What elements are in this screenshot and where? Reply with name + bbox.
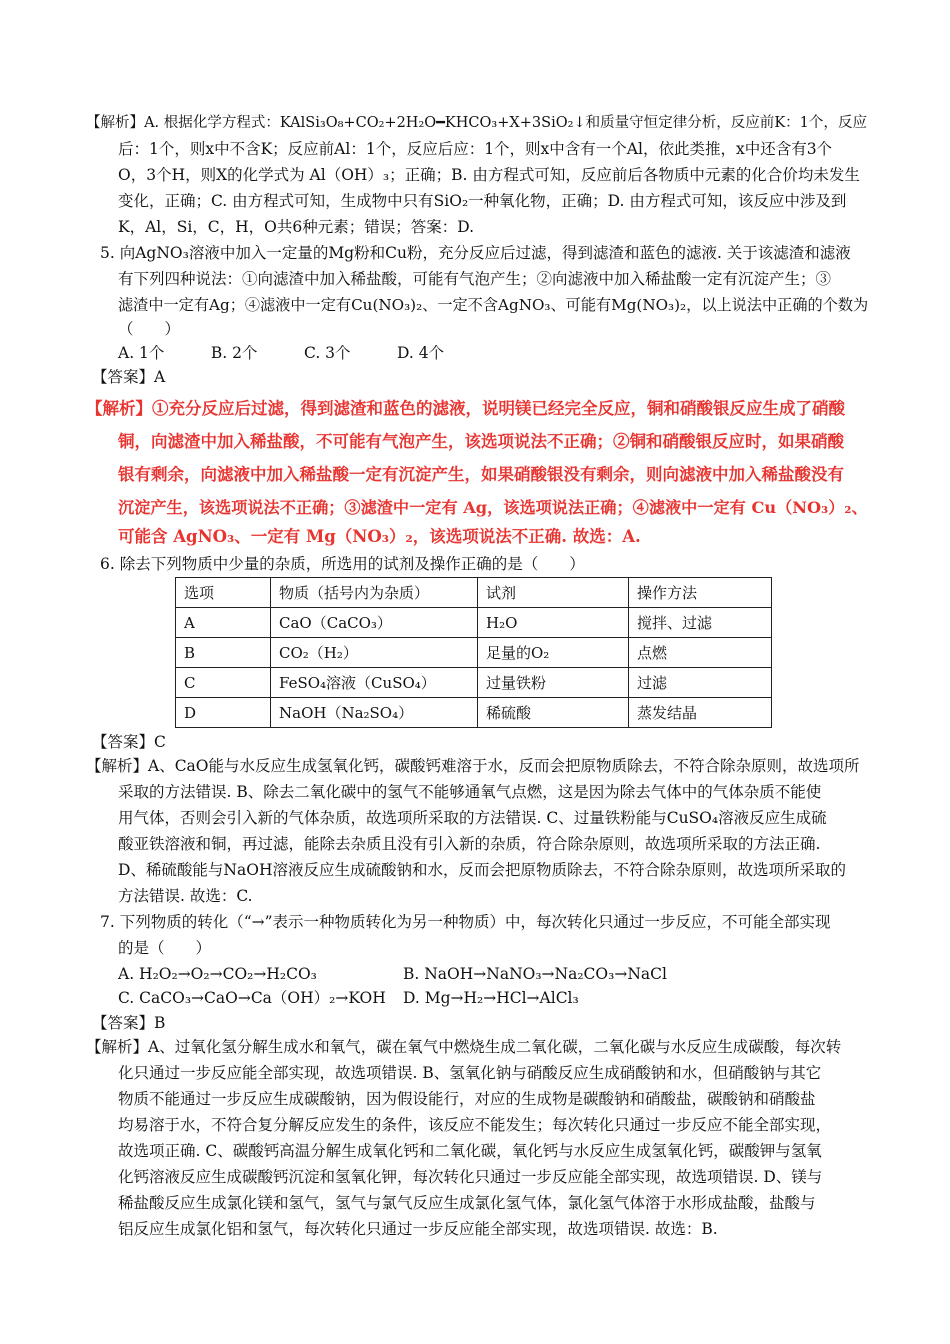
table-header-cell: 选项 <box>176 578 271 608</box>
q6-stem: 6. 除去下列物质中少量的杂质，所选用的试剂及操作正确的是（ ） <box>100 555 585 573</box>
table-cell: NaOH（Na₂SO₄） <box>271 698 478 728</box>
table-cell: 稀硫酸 <box>478 698 629 728</box>
q7-analysis-line-8: 铝反应生成氯化铝和氢气，每次转化只通过一步反应能全部实现，故选项错误. 故选：B. <box>118 1220 718 1238</box>
table-cell: 蒸发结晶 <box>629 698 772 728</box>
q5-stem-line-4: （ ） <box>118 320 181 338</box>
q7-analysis-line-5: 故选项正确. C、碳酸钙高温分解生成氧化钙和二氧化碳，氧化钙与水反应生成氢氧化钙，碳酸钾与氢氧 <box>118 1142 822 1160</box>
q5-analysis-line-4: 沉淀产生，该选项说法不正确；③滤渣中一定有 Ag，该选项说法正确；④滤液中一定有 Cu（NO₃）₂、 <box>118 498 868 517</box>
table-row <box>176 698 772 728</box>
table-cell: 点燃 <box>629 638 772 668</box>
q7-option-a: A. H₂O₂→O₂→CO₂→H₂CO₃ <box>118 965 317 983</box>
q5-answer: 【答案】A <box>92 368 166 386</box>
q6-analysis-line-1: 【解析】A、CaO能与水反应生成氢氧化钙，碳酸钙难溶于水，反而会把原物质除去，不符合除杂原则，故选项所 <box>86 757 860 775</box>
prev-analysis-line-5: K，Al，Si，C，H，O共6种元素；错误；答案：D. <box>118 218 475 236</box>
q7-stem-line-2: 的是（ ） <box>118 939 212 957</box>
table-row <box>176 638 772 668</box>
q5-analysis-line-3: 银有剩余，向滤液中加入稀盐酸一定有沉淀产生，如果硝酸银没有剩余，则向滤液中加入稀盐酸没有 <box>118 465 844 484</box>
table-header-cell: 操作方法 <box>629 578 772 608</box>
table-cell: D <box>176 698 271 728</box>
q6-options-table <box>175 577 772 728</box>
q5-stem-line-3: 滤渣中一定有Ag；④滤液中一定有Cu(NO₃)₂、一定不含AgNO₃、可能有Mg(NO₃)₂，以上说法中正确的个数为 <box>118 296 869 314</box>
q7-option-c: C. CaCO₃→CaO→Ca（OH）₂→KOH <box>118 989 386 1007</box>
q7-analysis-line-1: 【解析】A、过氧化氢分解生成水和氧气，碳在氧气中燃烧生成二氧化碳，二氧化碳与水反应生成碳酸，每次转 <box>86 1038 842 1056</box>
q7-analysis-line-4: 均易溶于水，不符合复分解反应发生的条件，该反应不能发生；每次转化只通过一步反应不能全部实现， <box>118 1116 832 1134</box>
q6-analysis-line-6: 方法错误. 故选：C. <box>118 887 253 905</box>
q7-option-d: D. Mg→H₂→HCl→AlCl₃ <box>403 989 579 1007</box>
prev-analysis-line-3: O，3个H，则X的化学式为 Al（OH）₃；正确；B. 由方程式可知，反应前后各物质中元素的化合价均未发生 <box>118 166 860 184</box>
q7-analysis-line-2: 化只通过一步反应能全部实现，故选项错误. B、氢氧化钠与硝酸反应生成硝酸钠和水，但硝酸钠与其它 <box>118 1064 822 1082</box>
table-row <box>176 608 772 638</box>
q5-stem-line-1: 5. 向AgNO₃溶液中加入一定量的Mg粉和Cu粉，充分反应后过滤，得到滤渣和蓝色的滤液. 关于该滤渣和滤液 <box>100 244 851 262</box>
q5-stem-line-2: 有下列四种说法：①向滤渣中加入稀盐酸，可能有气泡产生；②向滤液中加入稀盐酸一定有沉淀产生；③ <box>118 270 832 288</box>
table-cell: 过滤 <box>629 668 772 698</box>
q7-answer: 【答案】B <box>92 1014 166 1032</box>
q6-analysis-line-5: D、稀硫酸能与NaOH溶液反应生成硫酸钠和水，反而会把原物质除去，不符合除杂原则，故选项所采取的 <box>118 861 846 879</box>
q6-analysis-line-4: 酸亚铁溶液和铜，再过滤，能除去杂质且没有引入新的杂质，符合除杂原则，故选项所采取的方法正确. <box>118 835 821 853</box>
table-cell: CO₂（H₂） <box>271 638 478 668</box>
q5-analysis-line-2: 铜，向滤渣中加入稀盐酸，不可能有气泡产生，该选项说法不正确；②铜和硝酸银反应时，如果硝酸 <box>118 432 844 451</box>
table-cell: CaO（CaCO₃） <box>271 608 478 638</box>
table-cell: 搅拌、过滤 <box>629 608 772 638</box>
table-header-row <box>176 578 772 608</box>
table-row <box>176 668 772 698</box>
prev-analysis-line-2: 后：1个，则x中不含K；反应前Al：1个，反应后应：1个，则x中含有一个Al，依此类推，x中还含有3个 <box>118 140 833 158</box>
prev-analysis-line-1: 【解析】A. 根据化学方程式：KAlSi₃O₈+CO₂+2H₂O━KHCO₃+X+3SiO₂↓和质量守恒定律分析，反应前K：1个，反应 <box>86 115 867 131</box>
prev-analysis-line-4: 变化，正确；C. 由方程式可知，生成物中只有SiO₂一种氧化物，正确；D. 由方程式可知，该反应中涉及到 <box>118 192 847 210</box>
table-cell: FeSO₄溶液（CuSO₄） <box>271 668 478 698</box>
q5-analysis-line-5: 可能含 AgNO₃、一定有 Mg（NO₃）₂，该选项说法不正确. 故选：A. <box>118 527 641 546</box>
q7-analysis-line-3: 物质不能通过一步反应生成碳酸钠，因为假设能行，对应的生成物是碳酸钠和硝酸盐，碳酸钠和硝酸盐 <box>118 1090 816 1108</box>
q6-analysis-line-2: 采取的方法错误. B、除去二氧化碳中的氢气不能够通氧气点燃，这是因为除去气体中的气体杂质不能使 <box>118 783 822 801</box>
q6-analysis-line-3: 用气体，否则会引入新的气体杂质，故选项所采取的方法错误. C、过量铁粉能与CuSO₄溶液反应生成硫 <box>118 809 827 827</box>
q7-option-b: B. NaOH→NaNO₃→Na₂CO₃→NaCl <box>403 965 667 983</box>
q6-answer: 【答案】C <box>92 733 166 751</box>
table-cell: B <box>176 638 271 668</box>
q7-analysis-line-6: 化钙溶液反应生成碳酸钙沉淀和氢氧化钾，每次转化只通过一步反应能全部实现，故选项错误. D、镁与 <box>118 1168 823 1186</box>
q7-stem-line-1: 7. 下列物质的转化（“→”表示一种物质转化为另一种物质）中，每次转化只通过一步反应，不可能全部实现 <box>100 913 831 931</box>
q5-options: A. 1个 B. 2个 C. 3个 D. 4个 <box>118 344 445 362</box>
table-cell: H₂O <box>478 608 629 638</box>
table-header-cell: 试剂 <box>478 578 629 608</box>
table-cell: C <box>176 668 271 698</box>
table-cell: A <box>176 608 271 638</box>
q5-analysis-line-1: 【解析】①充分反应后过滤，得到滤渣和蓝色的滤液，说明镁已经完全反应，铜和硝酸银反应生成了硝酸 <box>86 399 845 418</box>
table-cell: 过量铁粉 <box>478 668 629 698</box>
q7-analysis-line-7: 稀盐酸反应生成氯化镁和氢气，氢气与氯气反应生成氯化氢气体，氯化氢气体溶于水形成盐酸，盐酸与 <box>118 1194 816 1212</box>
table-cell: 足量的O₂ <box>478 638 629 668</box>
table-header-cell: 物质（括号内为杂质） <box>271 578 478 608</box>
